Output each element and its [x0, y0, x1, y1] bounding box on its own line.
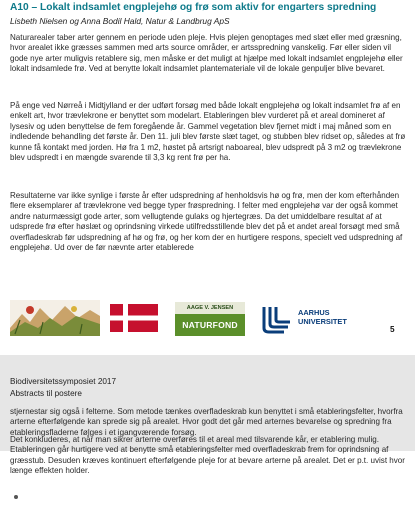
aarhus-wordmark	[298, 309, 347, 327]
naturfond-logo-bottom-text: NATURFOND	[175, 314, 245, 336]
eu-flag-logo	[110, 304, 158, 332]
authors: Lisbeth Nielsen og Anna Bodil Hald, Natur & Landbrug ApS	[10, 16, 230, 26]
page-number: 5	[390, 325, 395, 334]
paragraph-intro: Naturarealer taber arter gennem en periode uden pleje. Hvis plejen genoptages med slæt eller med græsning, hvor arealet ikke græsses sammen med arts source områder, er artsspredning vanskelig. Før eller siden vil gode nye arter muligvis retablere sig, men måske er det muligt at hjælpe med lokalt indsamlet engplejehø eller lokalt indsamlede frø. Ved at benytte lokalt indsamlet plantemateriale vil de lokale genpuljer blive bevaret.	[10, 33, 403, 74]
paragraph-results: Resultaterne var ikke synlige i første år efter udspredning af henholdsvis hø og frø, men der kom efterhånden flere eksemplarer af trævlekrone ved begge typer frøspredning. I felter med engplejehø var der også kommet andre naturmæssigt gode arter, som vellugtende gulaks og hjertegræs. Da det umiddelbare resultat af at udsprede frø efter høslæt og oprindsning virkede utilfredsstillende blev det på et andet areal forsøgt med små overfladeskrab før udspredning af hø og frø, og her kom der en hurtigere respons, specielt ved udspredning af engplejehø. Ud over de før nævnte arter etablerede	[10, 191, 403, 253]
running-header-subtitle: Abstracts til postere	[10, 389, 82, 398]
aarhus-line2: UNIVERSITET	[298, 316, 347, 326]
naturfond-logo-top-text: AAGE V. JENSEN	[175, 302, 245, 314]
aarhus-universitet-logo	[260, 304, 370, 336]
text-cursor-icon	[14, 495, 18, 499]
paragraph-conclusion: Det konkluderes, at når man sikrer arterne overføres til et areal med tilsvarende kår, er etablering mulig. Etableringen går hurtigere ved at benytte små etableringsfelter med overfladeskrab frem for oprindsning af græsstub. Desuden kræves kontinuert efterfølgende pleje for at bevare arterne på arealet. Det er p.t. uvist hvor længe effekten holder.	[10, 435, 405, 476]
natur-landbrug-logo	[10, 300, 100, 336]
paragraph-method: På enge ved Nørreå i Midtjylland er der udført forsøg med både lokalt engplejehø og lokalt indsamlet frø af en enkelt art, hvor trævlekrone er benyttet som modelart. Etableringen blev vurderet på et areal domineret af lysesiv og uden benyttelse de fem foregående år. Gammel vegetation blev fjernet midt i maj måned som en indledende behandling det første år. Den 11. juli blev første slæt taget, og stubben blev ridset op, således at frø kunne få kontakt med jorden. Hø fra 1 m2, høstet på artsrigt naboareal, blev udspredt på 3 m2 og trævlekrone blev udspredt i en mængde svarende til 3,3 kg rent frø per ha.	[10, 101, 406, 163]
aage-v-jensen-naturfond-logo	[175, 302, 245, 336]
abstract-title: A10 – Lokalt indsamlet engplejehø og frø som aktiv for engarters spredning	[10, 2, 377, 13]
running-header-title: Biodiversitetssymposiet 2017	[10, 377, 117, 386]
paragraph-continuation: stjernestar sig også i felterne. Som metode tænkes overfladeskrab kun benyttet i små etableringsfelter, hvorfra arterne efterfølgende kan sprede sig på arealet. Hvor godt det går med arternes bevarelse og spredning fra etableringsfladerne følges i et igangværende forsøg.	[10, 407, 403, 437]
logo-row	[10, 300, 415, 350]
aarhus-line1: AARHUS	[298, 308, 330, 317]
aarhus-seal-icon	[260, 304, 294, 334]
